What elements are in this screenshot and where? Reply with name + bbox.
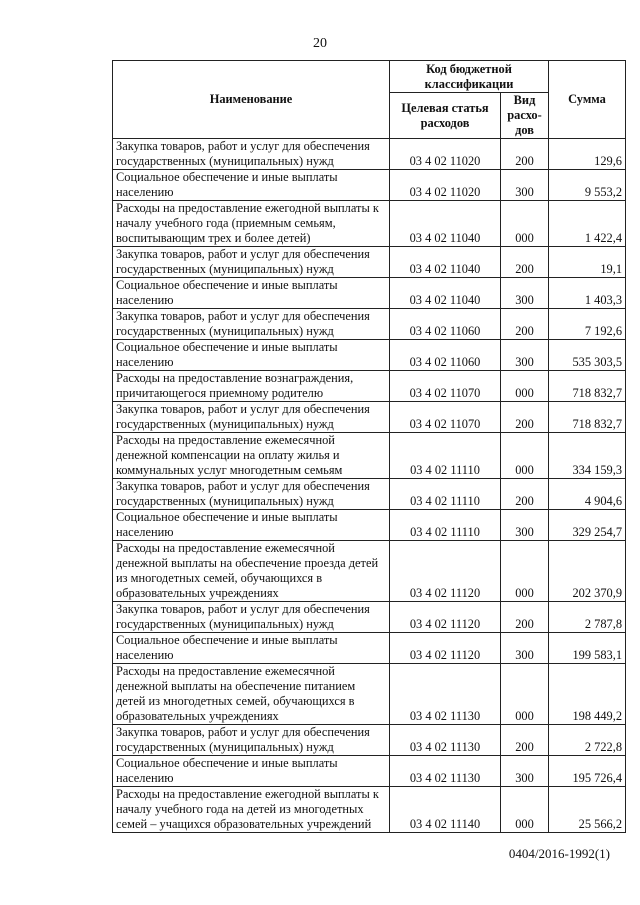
header-name: Наименование: [113, 61, 390, 139]
row-name: Закупка товаров, работ и услуг для обеспечения государственных (муниципальных) нужд: [113, 602, 390, 633]
table-row: [113, 756, 626, 787]
row-expense-kind: 000: [501, 371, 549, 402]
row-target-article: 03 4 02 11110: [390, 510, 501, 541]
table-row: [113, 725, 626, 756]
row-target-article: 03 4 02 11040: [390, 278, 501, 309]
row-expense-kind: 000: [501, 541, 549, 602]
table-row: [113, 201, 626, 247]
row-expense-kind: 000: [501, 787, 549, 833]
row-expense-kind: 200: [501, 139, 549, 170]
row-expense-kind: 000: [501, 664, 549, 725]
header-code-group: Код бюджетной классификации: [390, 61, 549, 93]
row-expense-kind: 300: [501, 510, 549, 541]
table-row: [113, 602, 626, 633]
row-expense-kind: 000: [501, 433, 549, 479]
row-target-article: 03 4 02 11140: [390, 787, 501, 833]
row-target-article: 03 4 02 11070: [390, 371, 501, 402]
row-target-article: 03 4 02 11110: [390, 433, 501, 479]
row-amount: 202 370,9: [549, 541, 626, 602]
row-amount: 4 904,6: [549, 479, 626, 510]
row-amount: 199 583,1: [549, 633, 626, 664]
row-amount: 198 449,2: [549, 664, 626, 725]
budget-table: [112, 60, 626, 833]
row-name: Социальное обеспечение и иные выплаты населению: [113, 278, 390, 309]
row-amount: 1 403,3: [549, 278, 626, 309]
row-expense-kind: 000: [501, 201, 549, 247]
row-name: Закупка товаров, работ и услуг для обеспечения государственных (муниципальных) нужд: [113, 725, 390, 756]
page-number: 20: [313, 36, 327, 51]
row-amount: 195 726,4: [549, 756, 626, 787]
row-target-article: 03 4 02 11120: [390, 602, 501, 633]
row-name: Социальное обеспечение и иные выплаты населению: [113, 170, 390, 201]
table-row: [113, 541, 626, 602]
row-target-article: 03 4 02 11130: [390, 756, 501, 787]
row-target-article: 03 4 02 11060: [390, 340, 501, 371]
row-amount: 7 192,6: [549, 309, 626, 340]
row-expense-kind: 200: [501, 602, 549, 633]
row-name: Расходы на предоставление ежегодной выплаты к началу учебного года (приемным семьям, воспитывающим трех и более детей): [113, 201, 390, 247]
row-expense-kind: 200: [501, 247, 549, 278]
row-amount: 25 566,2: [549, 787, 626, 833]
row-expense-kind: 200: [501, 479, 549, 510]
row-target-article: 03 4 02 11020: [390, 170, 501, 201]
row-name: Закупка товаров, работ и услуг для обеспечения государственных (муниципальных) нужд: [113, 479, 390, 510]
row-expense-kind: 300: [501, 170, 549, 201]
table-row: [113, 278, 626, 309]
row-name: Социальное обеспечение и иные выплаты населению: [113, 633, 390, 664]
table-row: [113, 170, 626, 201]
row-amount: 9 553,2: [549, 170, 626, 201]
row-amount: 129,6: [549, 139, 626, 170]
row-name: Закупка товаров, работ и услуг для обеспечения государственных (муниципальных) нужд: [113, 402, 390, 433]
row-expense-kind: 300: [501, 633, 549, 664]
row-expense-kind: 200: [501, 402, 549, 433]
row-amount: 2 722,8: [549, 725, 626, 756]
row-target-article: 03 4 02 11070: [390, 402, 501, 433]
row-target-article: 03 4 02 11040: [390, 247, 501, 278]
row-name: Закупка товаров, работ и услуг для обеспечения государственных (муниципальных) нужд: [113, 139, 390, 170]
row-target-article: 03 4 02 11060: [390, 309, 501, 340]
row-expense-kind: 300: [501, 340, 549, 371]
row-amount: 718 832,7: [549, 371, 626, 402]
table-row: [113, 139, 626, 170]
row-expense-kind: 300: [501, 756, 549, 787]
row-name: Расходы на предоставление ежемесячной денежной выплаты на обеспечение проезда детей из многодетных семей, обучающихся в образовательных учреждениях: [113, 541, 390, 602]
row-name: Социальное обеспечение и иные выплаты населению: [113, 510, 390, 541]
row-name: Закупка товаров, работ и услуг для обеспечения государственных (муниципальных) нужд: [113, 247, 390, 278]
table-row: [113, 433, 626, 479]
row-expense-kind: 200: [501, 725, 549, 756]
table-row: [113, 787, 626, 833]
row-name: Расходы на предоставление ежемесячной денежной компенсации на оплату жилья и коммунальных услуг многодетным семьям: [113, 433, 390, 479]
table-row: [113, 371, 626, 402]
row-amount: 329 254,7: [549, 510, 626, 541]
row-expense-kind: 200: [501, 309, 549, 340]
table-row: [113, 340, 626, 371]
table-row: [113, 479, 626, 510]
row-name: Расходы на предоставление вознаграждения, причитающегося приемному родителю: [113, 371, 390, 402]
table-row: [113, 633, 626, 664]
row-target-article: 03 4 02 11130: [390, 725, 501, 756]
row-target-article: 03 4 02 11130: [390, 664, 501, 725]
row-target-article: 03 4 02 11020: [390, 139, 501, 170]
header-target-article: Целевая статья расходов: [390, 93, 501, 139]
row-amount: 1 422,4: [549, 201, 626, 247]
row-name: Расходы на предоставление ежемесячной денежной выплаты на обеспечение питанием детей из многодетных семей, обучающихся в образовательных учреждениях: [113, 664, 390, 725]
row-target-article: 03 4 02 11120: [390, 633, 501, 664]
table-row: [113, 247, 626, 278]
row-target-article: 03 4 02 11040: [390, 201, 501, 247]
row-amount: 718 832,7: [549, 402, 626, 433]
table-body: [113, 139, 626, 833]
row-expense-kind: 300: [501, 278, 549, 309]
row-target-article: 03 4 02 11120: [390, 541, 501, 602]
row-amount: 2 787,8: [549, 602, 626, 633]
row-name: Закупка товаров, работ и услуг для обеспечения государственных (муниципальных) нужд: [113, 309, 390, 340]
row-amount: 535 303,5: [549, 340, 626, 371]
row-name: Расходы на предоставление ежегодной выплаты к началу учебного года на детей из многодетных семей – учащихся образовательных учреждений: [113, 787, 390, 833]
header-amount: Сумма: [549, 61, 626, 139]
row-name: Социальное обеспечение и иные выплаты населению: [113, 756, 390, 787]
document-code: 0404/2016-1992(1): [508, 846, 610, 861]
table-row: [113, 402, 626, 433]
row-amount: 19,1: [549, 247, 626, 278]
table-row: [113, 510, 626, 541]
header-expense-kind: Вид расхо-дов: [501, 93, 549, 139]
table-row: [113, 664, 626, 725]
row-target-article: 03 4 02 11110: [390, 479, 501, 510]
row-amount: 334 159,3: [549, 433, 626, 479]
table-row: [113, 309, 626, 340]
row-name: Социальное обеспечение и иные выплаты населению: [113, 340, 390, 371]
